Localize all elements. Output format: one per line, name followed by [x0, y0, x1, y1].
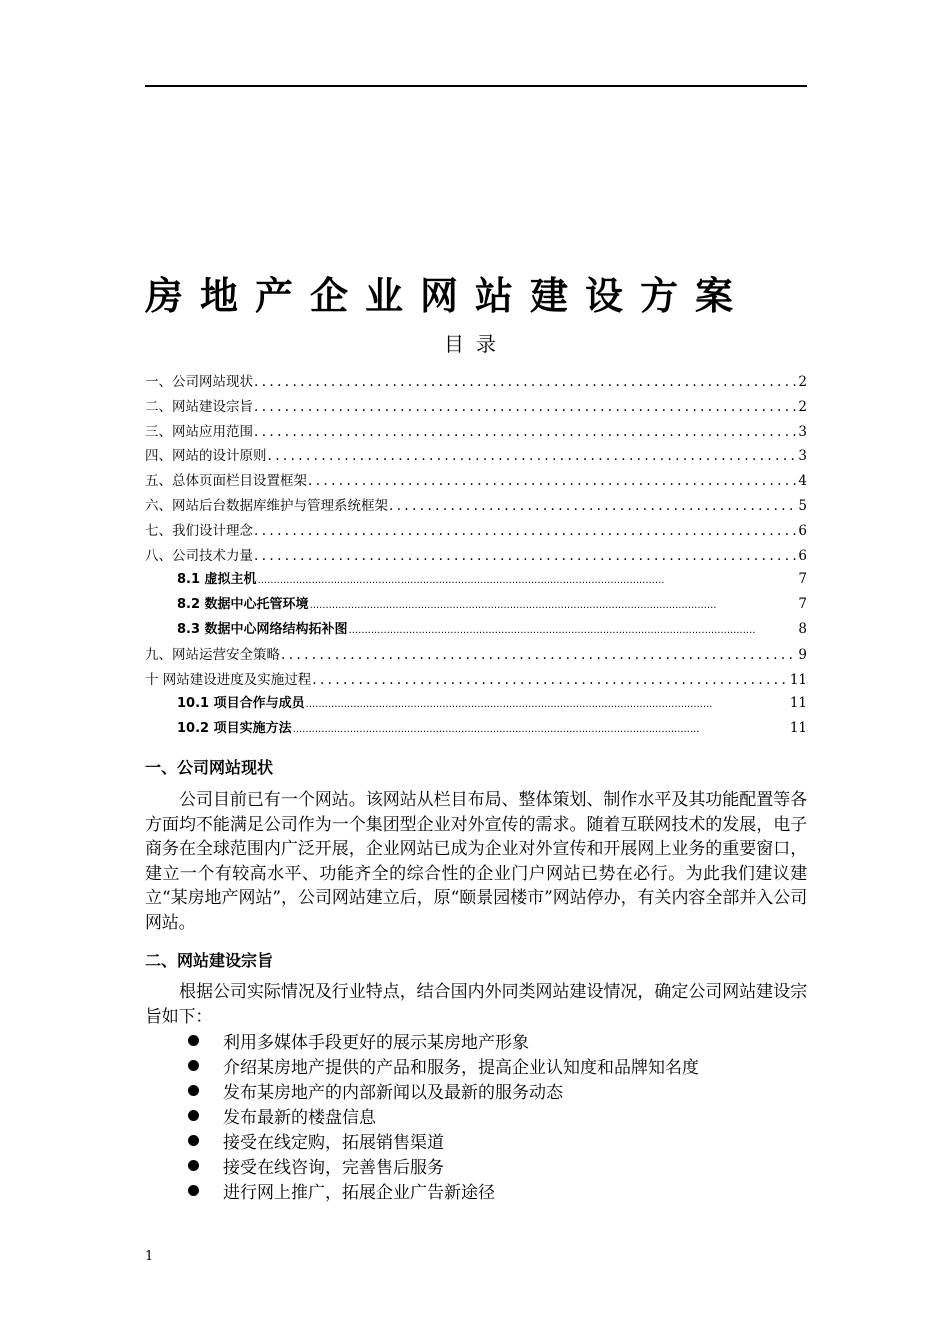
toc-entry-label: 八、公司技术力量 — [145, 547, 253, 564]
bullet-item — [188, 1053, 808, 1078]
toc-entry-page: 9 — [798, 646, 807, 663]
page-number: 1 — [145, 1249, 154, 1264]
bullet-text: 进行网上推广，拓展企业广告新途径 — [223, 1183, 495, 1203]
toc-entry[interactable] — [145, 444, 807, 469]
bullet-item — [188, 1078, 808, 1103]
table-of-contents — [145, 370, 807, 742]
toc-entry-page: 11 — [789, 671, 807, 688]
toc-entry-label: 8.2 数据中心托管环境 — [177, 597, 309, 613]
toc-entry-page: 6 — [798, 522, 807, 539]
bullet-text: 接受在线咨询，完善售后服务 — [223, 1158, 444, 1178]
toc-leader-dots — [293, 724, 789, 735]
toc-entry-label: 8.1 虚拟主机 — [177, 572, 257, 588]
toc-entry-page: 7 — [798, 596, 807, 613]
toc-leader-dots — [258, 575, 798, 586]
section-2-body: 根据公司实际情况及行业特点，结合国内外同类网站建设情况，确定公司网站建设宗旨如下： — [145, 982, 807, 1027]
toc-entry-label: 二、网站建设宗旨 — [145, 398, 253, 415]
bullet-dot-icon — [188, 1060, 199, 1071]
toc-entry-label: 十 网站建设进度及实施过程 — [145, 671, 312, 688]
bullet-dot-icon — [188, 1160, 199, 1171]
bullet-item — [188, 1103, 808, 1128]
purpose-bullet-list — [188, 1028, 808, 1203]
toc-entry-label: 三、网站应用范围 — [145, 423, 253, 440]
toc-leader-dots — [389, 498, 797, 514]
toc-entry-label: 10.2 项目实施方法 — [177, 721, 292, 737]
bullet-item — [188, 1128, 808, 1153]
toc-entry-page: 5 — [798, 497, 807, 514]
bullet-dot-icon — [188, 1135, 199, 1146]
toc-leader-dots — [308, 473, 797, 489]
toc-entry-page: 4 — [798, 473, 807, 490]
section-1-heading: 一、公司网站现状 — [145, 758, 274, 777]
toc-leader-dots — [254, 523, 797, 539]
toc-entry-page: 6 — [798, 547, 807, 564]
section-2-heading: 二、网站建设宗旨 — [145, 951, 274, 970]
bullet-item — [188, 1028, 808, 1053]
toc-entry-page: 11 — [789, 695, 807, 712]
document-title: 房地产企业网站建设方案 — [145, 273, 751, 318]
toc-entry-page: 3 — [798, 448, 807, 465]
toc-entry-page: 2 — [798, 398, 807, 415]
toc-leader-dots — [254, 399, 797, 415]
bullet-dot-icon — [188, 1085, 199, 1096]
bullet-dot-icon — [188, 1035, 199, 1046]
toc-leader-dots — [281, 647, 797, 663]
toc-entry[interactable] — [145, 544, 807, 569]
toc-leader-dots — [306, 699, 789, 710]
toc-entry[interactable] — [145, 692, 807, 717]
toc-entry-page: 8 — [798, 620, 807, 637]
toc-entry-label: 四、网站的设计原则 — [145, 448, 267, 465]
bullet-item — [188, 1178, 808, 1203]
bullet-text: 发布最新的楼盘信息 — [223, 1108, 376, 1128]
toc-entry-label: 九、网站运营安全策略 — [145, 646, 280, 663]
toc-entry-label: 8.3 数据中心网络结构拓补图 — [177, 621, 348, 637]
toc-entry-page: 11 — [789, 720, 807, 737]
toc-entry-label: 一、公司网站现状 — [145, 374, 253, 390]
bullet-dot-icon — [188, 1185, 199, 1196]
toc-entry[interactable] — [145, 395, 807, 420]
toc-leader-dots — [268, 448, 798, 464]
bullet-dot-icon — [188, 1110, 199, 1121]
toc-entry[interactable] — [145, 593, 807, 618]
toc-entry-page: 2 — [798, 374, 807, 390]
toc-heading: 目录 — [444, 332, 508, 356]
toc-leader-dots — [312, 672, 789, 688]
toc-entry[interactable] — [145, 618, 807, 643]
toc-entry[interactable] — [145, 494, 807, 519]
bullet-text: 接受在线定购，拓展销售渠道 — [223, 1133, 444, 1153]
bullet-text: 发布某房地产的内部新闻以及最新的服务动态 — [223, 1083, 563, 1103]
toc-entry-label: 五、总体页面栏目设置框架 — [145, 473, 307, 490]
toc-leader-dots — [254, 374, 797, 390]
toc-leader-dots — [349, 625, 798, 636]
bullet-text: 介绍某房地产提供的产品和服务，提高企业认知度和品牌知名度 — [223, 1058, 699, 1078]
toc-leader-dots — [254, 548, 797, 564]
toc-leader-dots — [254, 424, 797, 440]
toc-entry-page: 7 — [798, 571, 807, 588]
toc-entry[interactable] — [145, 643, 807, 668]
toc-entry[interactable] — [145, 370, 807, 395]
bullet-text: 利用多媒体手段更好的展示某房地产形象 — [223, 1033, 529, 1053]
toc-entry-label: 10.1 项目合作与成员 — [177, 696, 305, 712]
toc-entry-label: 七、我们设计理念 — [145, 522, 253, 539]
toc-entry-page: 3 — [798, 423, 807, 440]
toc-entry-label: 六、网站后台数据库维护与管理系统框架 — [145, 497, 388, 514]
section-1-body: 公司目前已有一个网站。该网站从栏目布局、整体策划、制作水平及其功能配置等各方面均不能满足公司作为一个集团型企业对外宣传的需求。随着互联网技术的发展，电子商务在全球范围内广泛开展，企业网站已成为企业对外宣传和开展网上业务的重要窗口，建立一个有较高水平、功能齐全的综合性的企业门户网站已势在必行。为此我们建议建立“某房地产网站”，公司网站建立后，原“颐景园楼市”网站停办，有关内容全部并入公司网站。 — [145, 790, 807, 933]
toc-entry[interactable] — [145, 469, 807, 494]
toc-entry[interactable] — [145, 717, 807, 742]
toc-entry[interactable] — [145, 668, 807, 693]
toc-leader-dots — [310, 600, 798, 611]
toc-entry[interactable] — [145, 420, 807, 445]
toc-entry[interactable] — [145, 568, 807, 593]
header-rule — [145, 85, 807, 87]
toc-entry[interactable] — [145, 519, 807, 544]
bullet-item — [188, 1153, 808, 1178]
